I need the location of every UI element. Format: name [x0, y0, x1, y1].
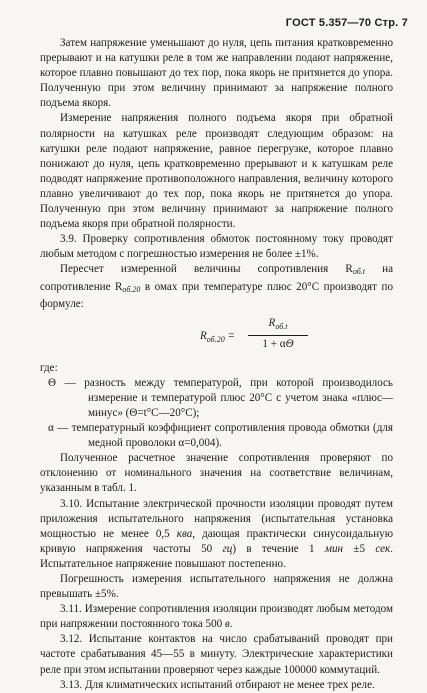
formula-lhs-symbol: R	[200, 329, 207, 342]
section-3-10	[40, 497, 393, 572]
paragraph: Затем напряжение уменьшают до нуля, цепь питания кратковременно прерывают и на катушки реле в том же направлении подают напряжение, которое плавно повышают до тех пор, пока якорь не притянется до упора. Полученную при этом величину принимают за напряжение полного подъема якоря.	[40, 37, 393, 110]
text-fragment: на сопротивление R	[40, 263, 393, 293]
subscript: об.20	[122, 284, 141, 294]
section-3-12: 3.12. Испытание контактов на число срабатываний проводят при частоте срабатывания 45—55 в минуту. Электрические характеристики реле при этом испытании проверяют через каждые 100000 коммутаций.	[40, 633, 393, 676]
text-fragment: . Испытательное напряжение повышают постепенно.	[40, 542, 394, 570]
section-3-13: 3.13. Для климатических испытаний отбирают не менее трех реле.	[60, 678, 375, 691]
text-fragment: ±5	[343, 542, 376, 555]
unit-volt: в	[224, 618, 230, 631]
definition-theta: Θ — разность между температурой, при которой производилось измерение и температурой плюс 20°С с учетом знака «плюс—минус» (Θ=t°С—20°С);	[48, 376, 393, 419]
document-body	[40, 36, 393, 693]
page-header: ГОСТ 5.357—70 Стр. 7	[285, 17, 408, 29]
formula-numerator	[248, 316, 308, 334]
formula-fraction	[248, 316, 308, 352]
paragraph: Измерение напряжения полного подъема якоря при обратной полярности на катушках реле производят следующим образом: на катушки реле подают напряжение, равное перегрузке, которое плавно понижают до нуля, цепь кратковременно прерывают и к катушкам реле подводят напряжение противоположного направления, величину которого плавно увеличивают до тех пор, пока якорь не притянется до упора. Полученную при этом величину принимают за напряжение полного подъема якоря при обратной полярности.	[40, 112, 393, 231]
formula-denominator	[248, 337, 308, 352]
section-3-9: 3.9. Проверку сопротивления обмоток постоянному току проводят любым методом с погрешностью измерения не более ±1%.	[40, 233, 393, 261]
text-fragment: .	[229, 618, 233, 631]
text-fragment: ) в течение 1	[232, 542, 325, 555]
fraction-bar	[248, 335, 308, 336]
denominator-text: 1 + α	[262, 338, 286, 350]
unit-sec: сек	[375, 542, 391, 555]
unit-kva: ква	[176, 527, 193, 540]
text-fragment: 3.11. Измерение сопротивления изоляции производят любым методом при напряжении постоянного тока 500	[40, 603, 393, 631]
recalculation-paragraph	[40, 262, 393, 311]
denominator-theta: Θ	[285, 338, 294, 350]
resistance-formula	[40, 315, 393, 361]
paragraph: Погрешность измерения испытательного напряжения не должна превышать ±5%.	[40, 573, 393, 601]
subscript: об.t	[352, 267, 365, 277]
text-fragment: , дающая практически синусоидальную кривую напряжения частоты 50	[40, 527, 393, 555]
text-fragment: 3.10. Испытание электрической прочности изоляции проводят путем приложения испытательного напряжения (испытательная установка мощностью не менее 0,5	[40, 497, 393, 540]
section-3-11	[40, 602, 393, 632]
numerator-symbol: R	[268, 316, 276, 329]
numerator-subscript: об.t	[275, 321, 288, 331]
text-fragment: Пересчет измеренной величины сопротивления R	[60, 263, 353, 276]
text-fragment: в омах при температуре плюс 20°С производят по формуле:	[40, 280, 393, 310]
unit-min: мин	[324, 542, 344, 555]
formula-lhs	[200, 329, 235, 347]
unit-hz: гц	[222, 542, 233, 555]
formula-lhs-subscript: об.20	[206, 334, 225, 344]
definition-alpha: α — температурный коэффициент сопротивления провода обмотки (для медной проволоки α=0,004).	[48, 422, 393, 450]
paragraph: Полученное расчетное значение сопротивления проверяют по отклонению от номинального значения на соответствие величинам, указанным в табл. 1.	[40, 452, 393, 495]
where-label: где:	[40, 361, 58, 374]
formula-equals: =	[224, 329, 235, 342]
